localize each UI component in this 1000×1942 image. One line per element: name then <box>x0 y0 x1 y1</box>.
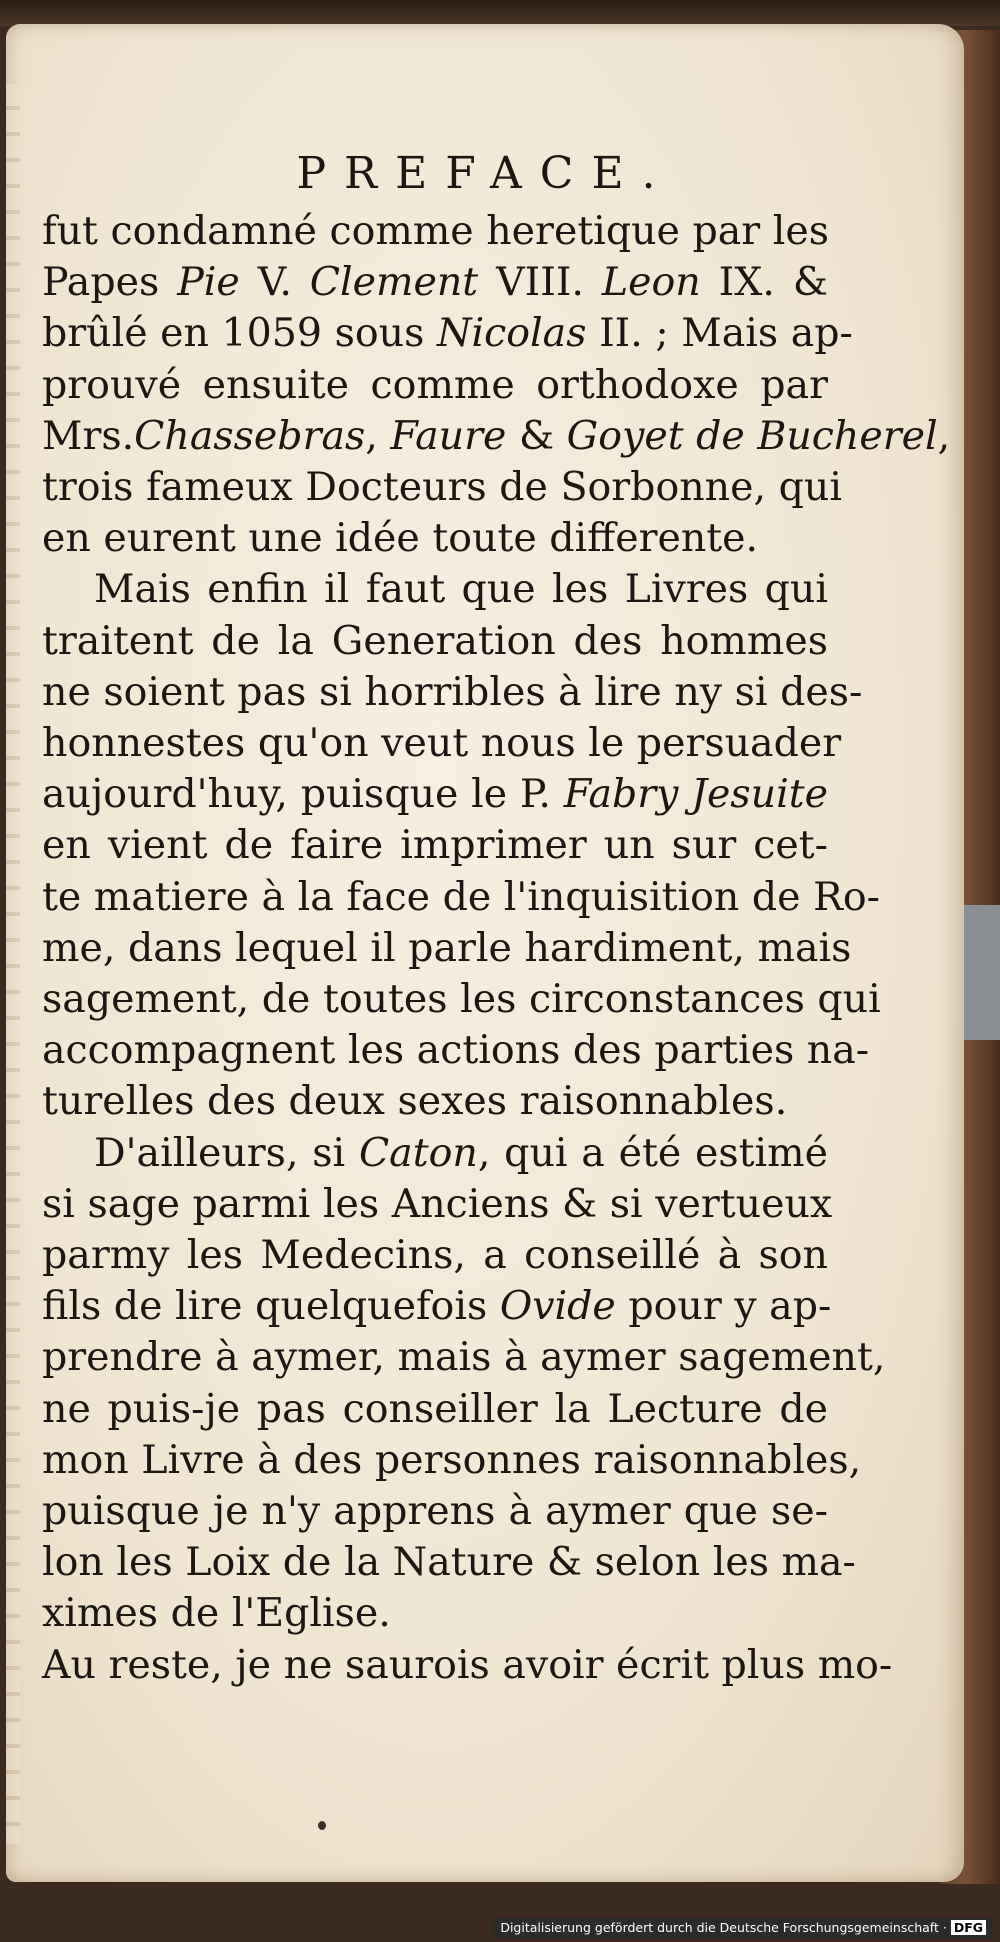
text-line: ne soient pas si horribles à lire ny si des- <box>42 668 863 715</box>
dfg-logo: DFG <box>951 1920 986 1935</box>
text-line: si sage parmi les Anciens & si vertueux <box>42 1180 833 1227</box>
digitization-credit <box>494 1918 992 1938</box>
text-line: en vient de faire imprimer un sur cet- <box>42 822 828 869</box>
page-text <box>42 206 951 1691</box>
text-line: D'ailleurs, si Caton, qui a été estimé <box>94 1129 828 1176</box>
text-line: me, dans lequel il parle hardiment, mais <box>42 924 852 971</box>
credit-text: Digitalisierung gefördert durch die Deutsche Forschungsgemeinschaft · <box>500 1920 947 1935</box>
ink-spot <box>318 1821 326 1830</box>
text-line: en eurent une idée toute differente. <box>42 515 759 562</box>
text-line: turelles des deux sexes raisonnables. <box>42 1078 788 1125</box>
book-page <box>6 24 964 1882</box>
text-line: Mrs.Chassebras, Faure & Goyet de Bucherel, <box>42 412 951 459</box>
text-line: te matiere à la face de l'inquisition de Ro- <box>42 873 880 920</box>
text-line: sagement, de toutes les circonstances qui <box>42 976 881 1023</box>
text-line: fut condamné comme heretique par les <box>42 208 830 254</box>
scan-top-edge <box>0 0 1000 26</box>
text-line: aujourd'huy, puisque le P. Fabry Jesuite <box>42 771 828 818</box>
text-line: parmy les Medecins, a conseillé à son <box>42 1232 828 1279</box>
text-line: fils de lire quelquefois Ovide pour y ap- <box>42 1283 832 1330</box>
text-line: prendre à aymer, mais à aymer sagement, <box>42 1334 886 1381</box>
text-line: ne puis-je pas conseiller la Lecture de <box>42 1385 828 1432</box>
text-line: brûlé en 1059 sous Nicolas II. ; Mais ap- <box>42 310 853 357</box>
text-line: ximes de l'Eglise. <box>42 1590 391 1637</box>
text-line: mon Livre à des personnes raisonnables, <box>42 1436 862 1483</box>
text-line: Au reste, je ne saurois avoir écrit plus mo- <box>42 1641 893 1688</box>
text-line: trois fameux Docteurs de Sorbonne, qui <box>42 464 842 511</box>
text-line: lon les Loix de la Nature & selon les ma- <box>42 1539 856 1586</box>
text-line: Mais enfin il faut que les Livres qui <box>94 566 828 613</box>
text-line: accompagnent les actions des parties na- <box>42 1027 870 1074</box>
text-line: Papes Pie V. Clement VIII. Leon IX. & <box>42 259 828 306</box>
running-header: PREFACE. <box>296 148 674 199</box>
text-line: traitent de la Generation des hommes <box>42 617 828 664</box>
text-line: honnestes qu'on veut nous le persuader <box>42 720 842 767</box>
text-line: prouvé ensuite comme orthodoxe par <box>42 361 828 408</box>
text-line: puisque je n'y apprens à aymer que se- <box>42 1488 828 1535</box>
